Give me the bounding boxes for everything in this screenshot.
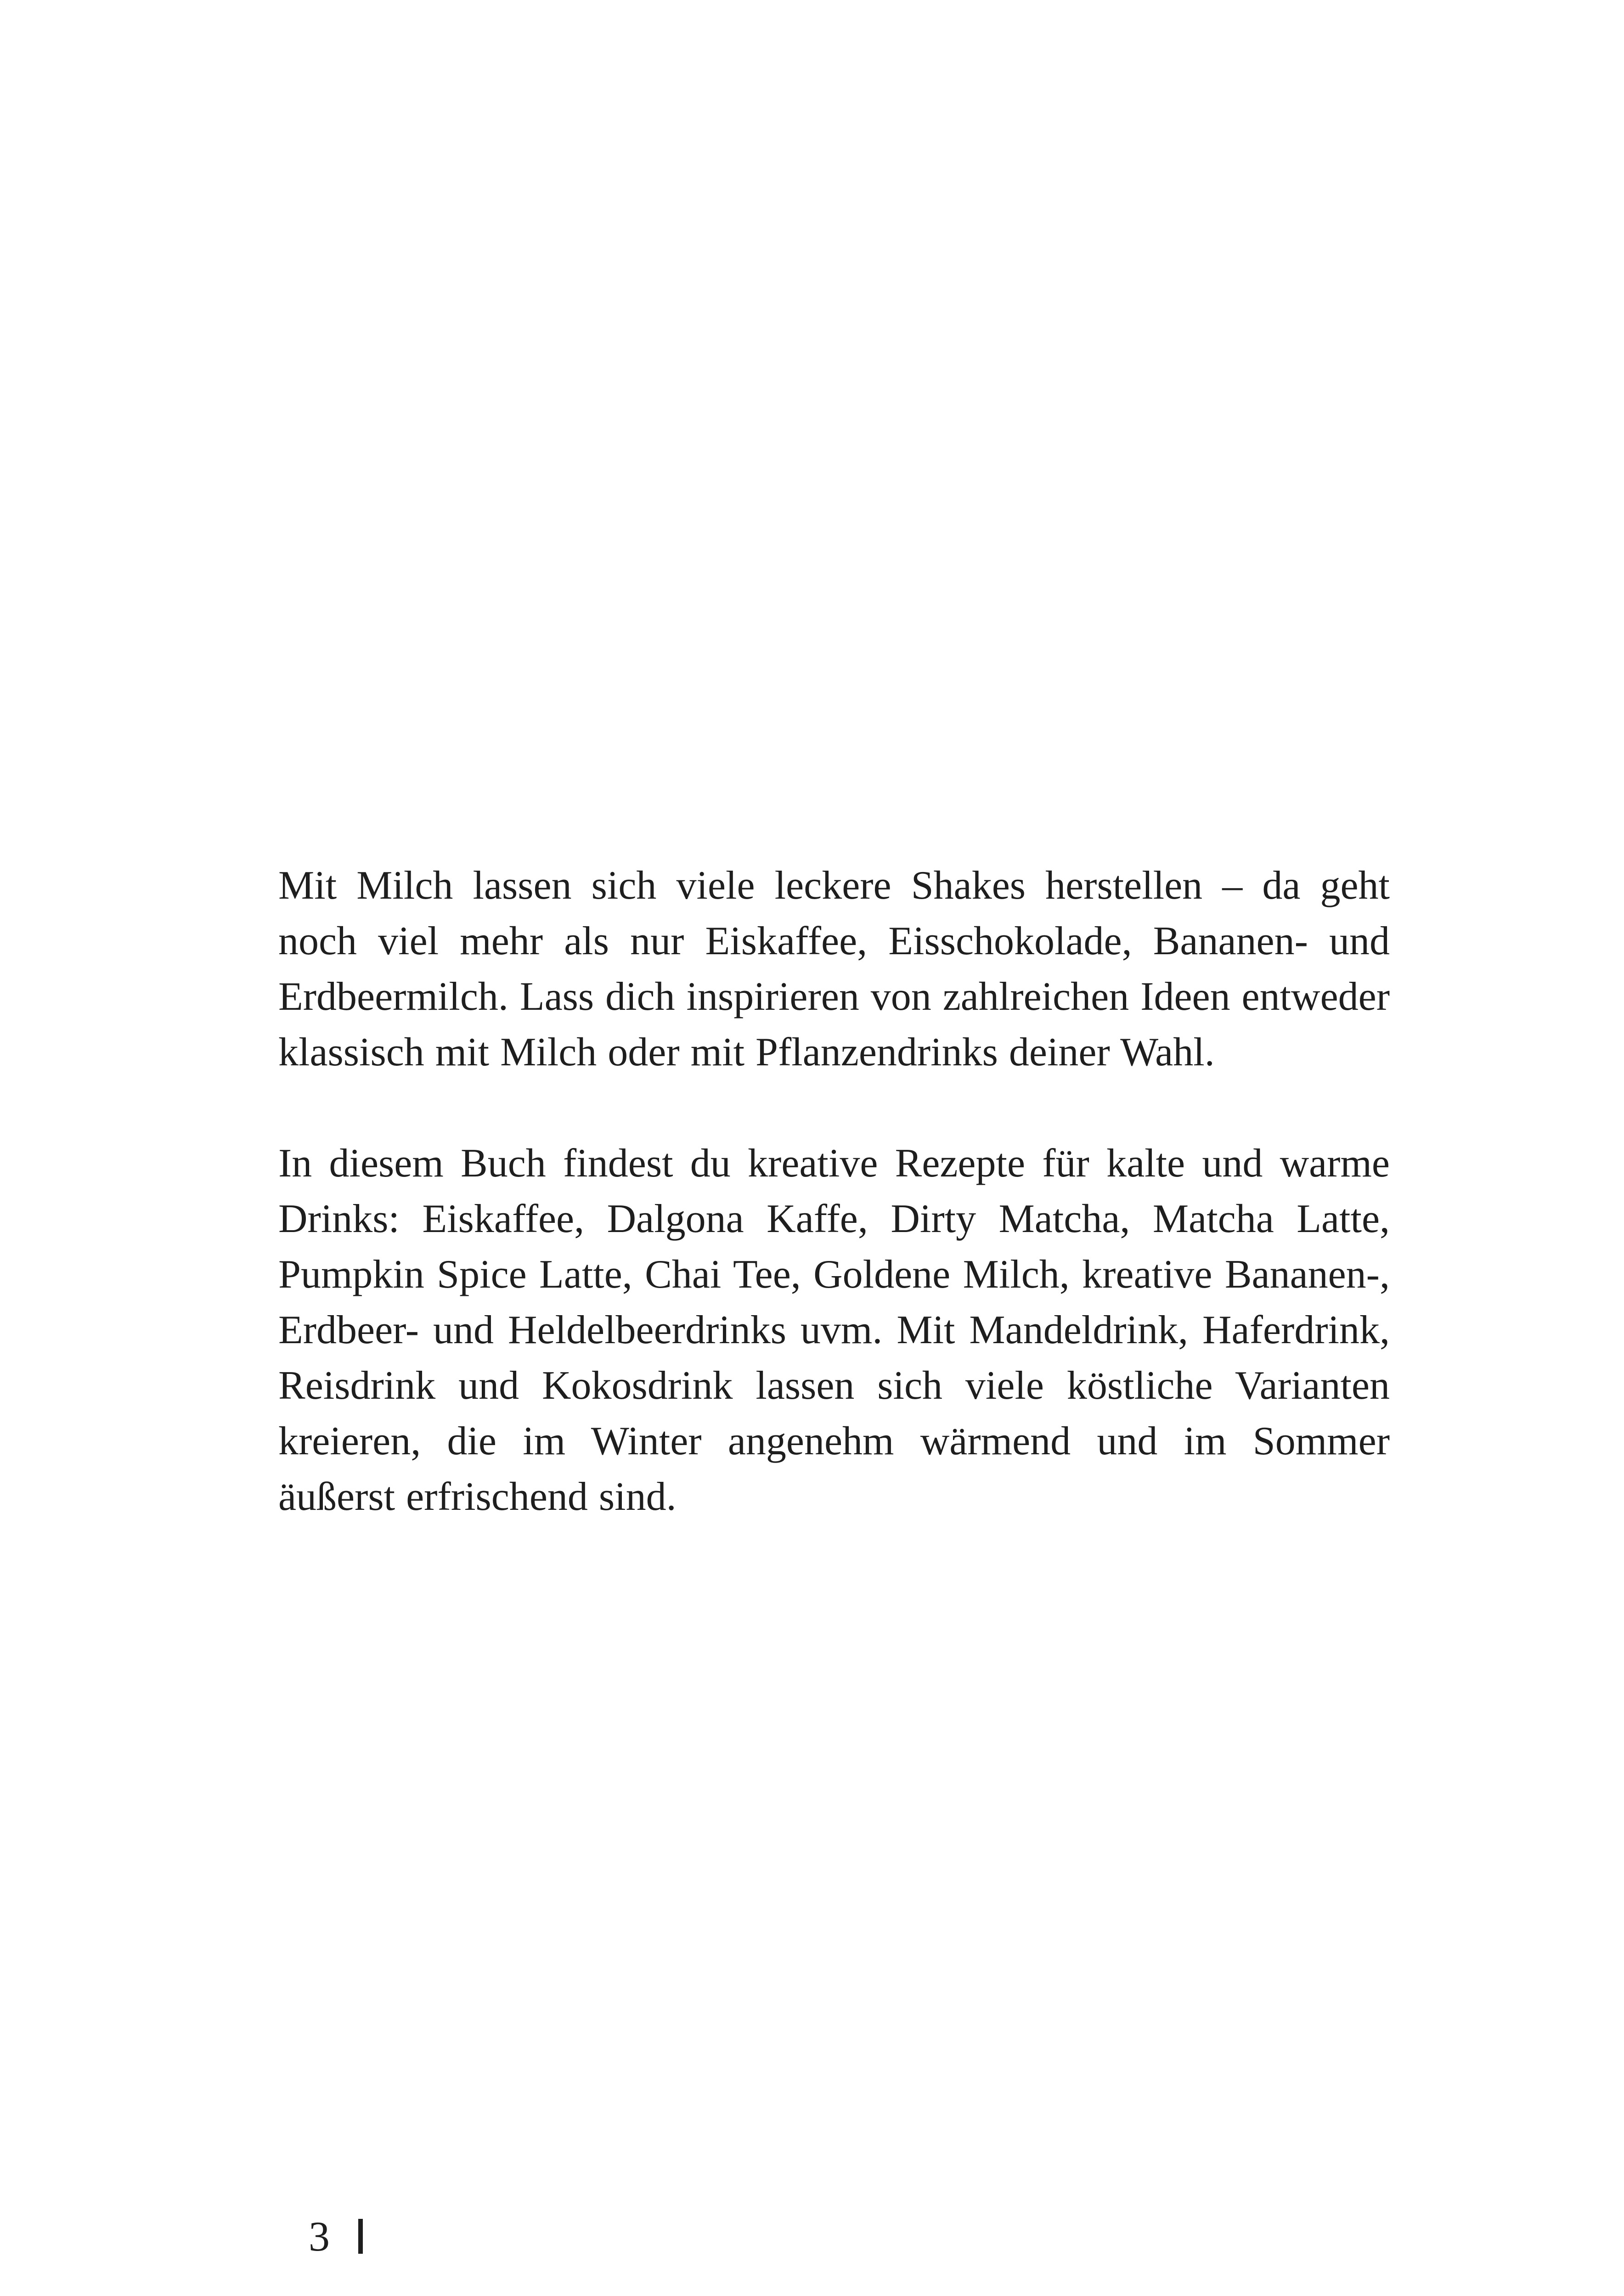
body-text: [278, 858, 1390, 1525]
page-number: 3: [309, 2213, 330, 2260]
recipes-paragraph: In diesem Buch findest du kreative Rezepte für kalte und warme Drinks: Eiskaffee, Dalgona Kaffe, Dirty Matcha, Matcha Latte, Pumpkin Spice Latte, Chai Tee, Goldene Milch, kreative Bananen-, Erdbeer- und Heldelbeerdrinks uvm. Mit Mandeldrink, Haferdrink, Reisdrink und Kokosdrink lassen sich viele köstliche Varianten kreieren, die im Winter angenehm wärmend und im Sommer äußerst erfrischend sind.: [278, 1141, 1390, 1519]
intro-paragraph: Mit Milch lassen sich viele leckere Shakes herstellen – da geht noch viel mehr als nur Eiskaffee, Eisschokolade, Bananen- und Erdbeermilch. Lass dich inspirieren von zahlreichen Ideen entweder klassisch mit Milch oder mit Pflanzendrinks deiner Wahl.: [278, 863, 1390, 1075]
page-number-divider: [358, 2219, 363, 2254]
page-footer: [309, 2211, 363, 2262]
